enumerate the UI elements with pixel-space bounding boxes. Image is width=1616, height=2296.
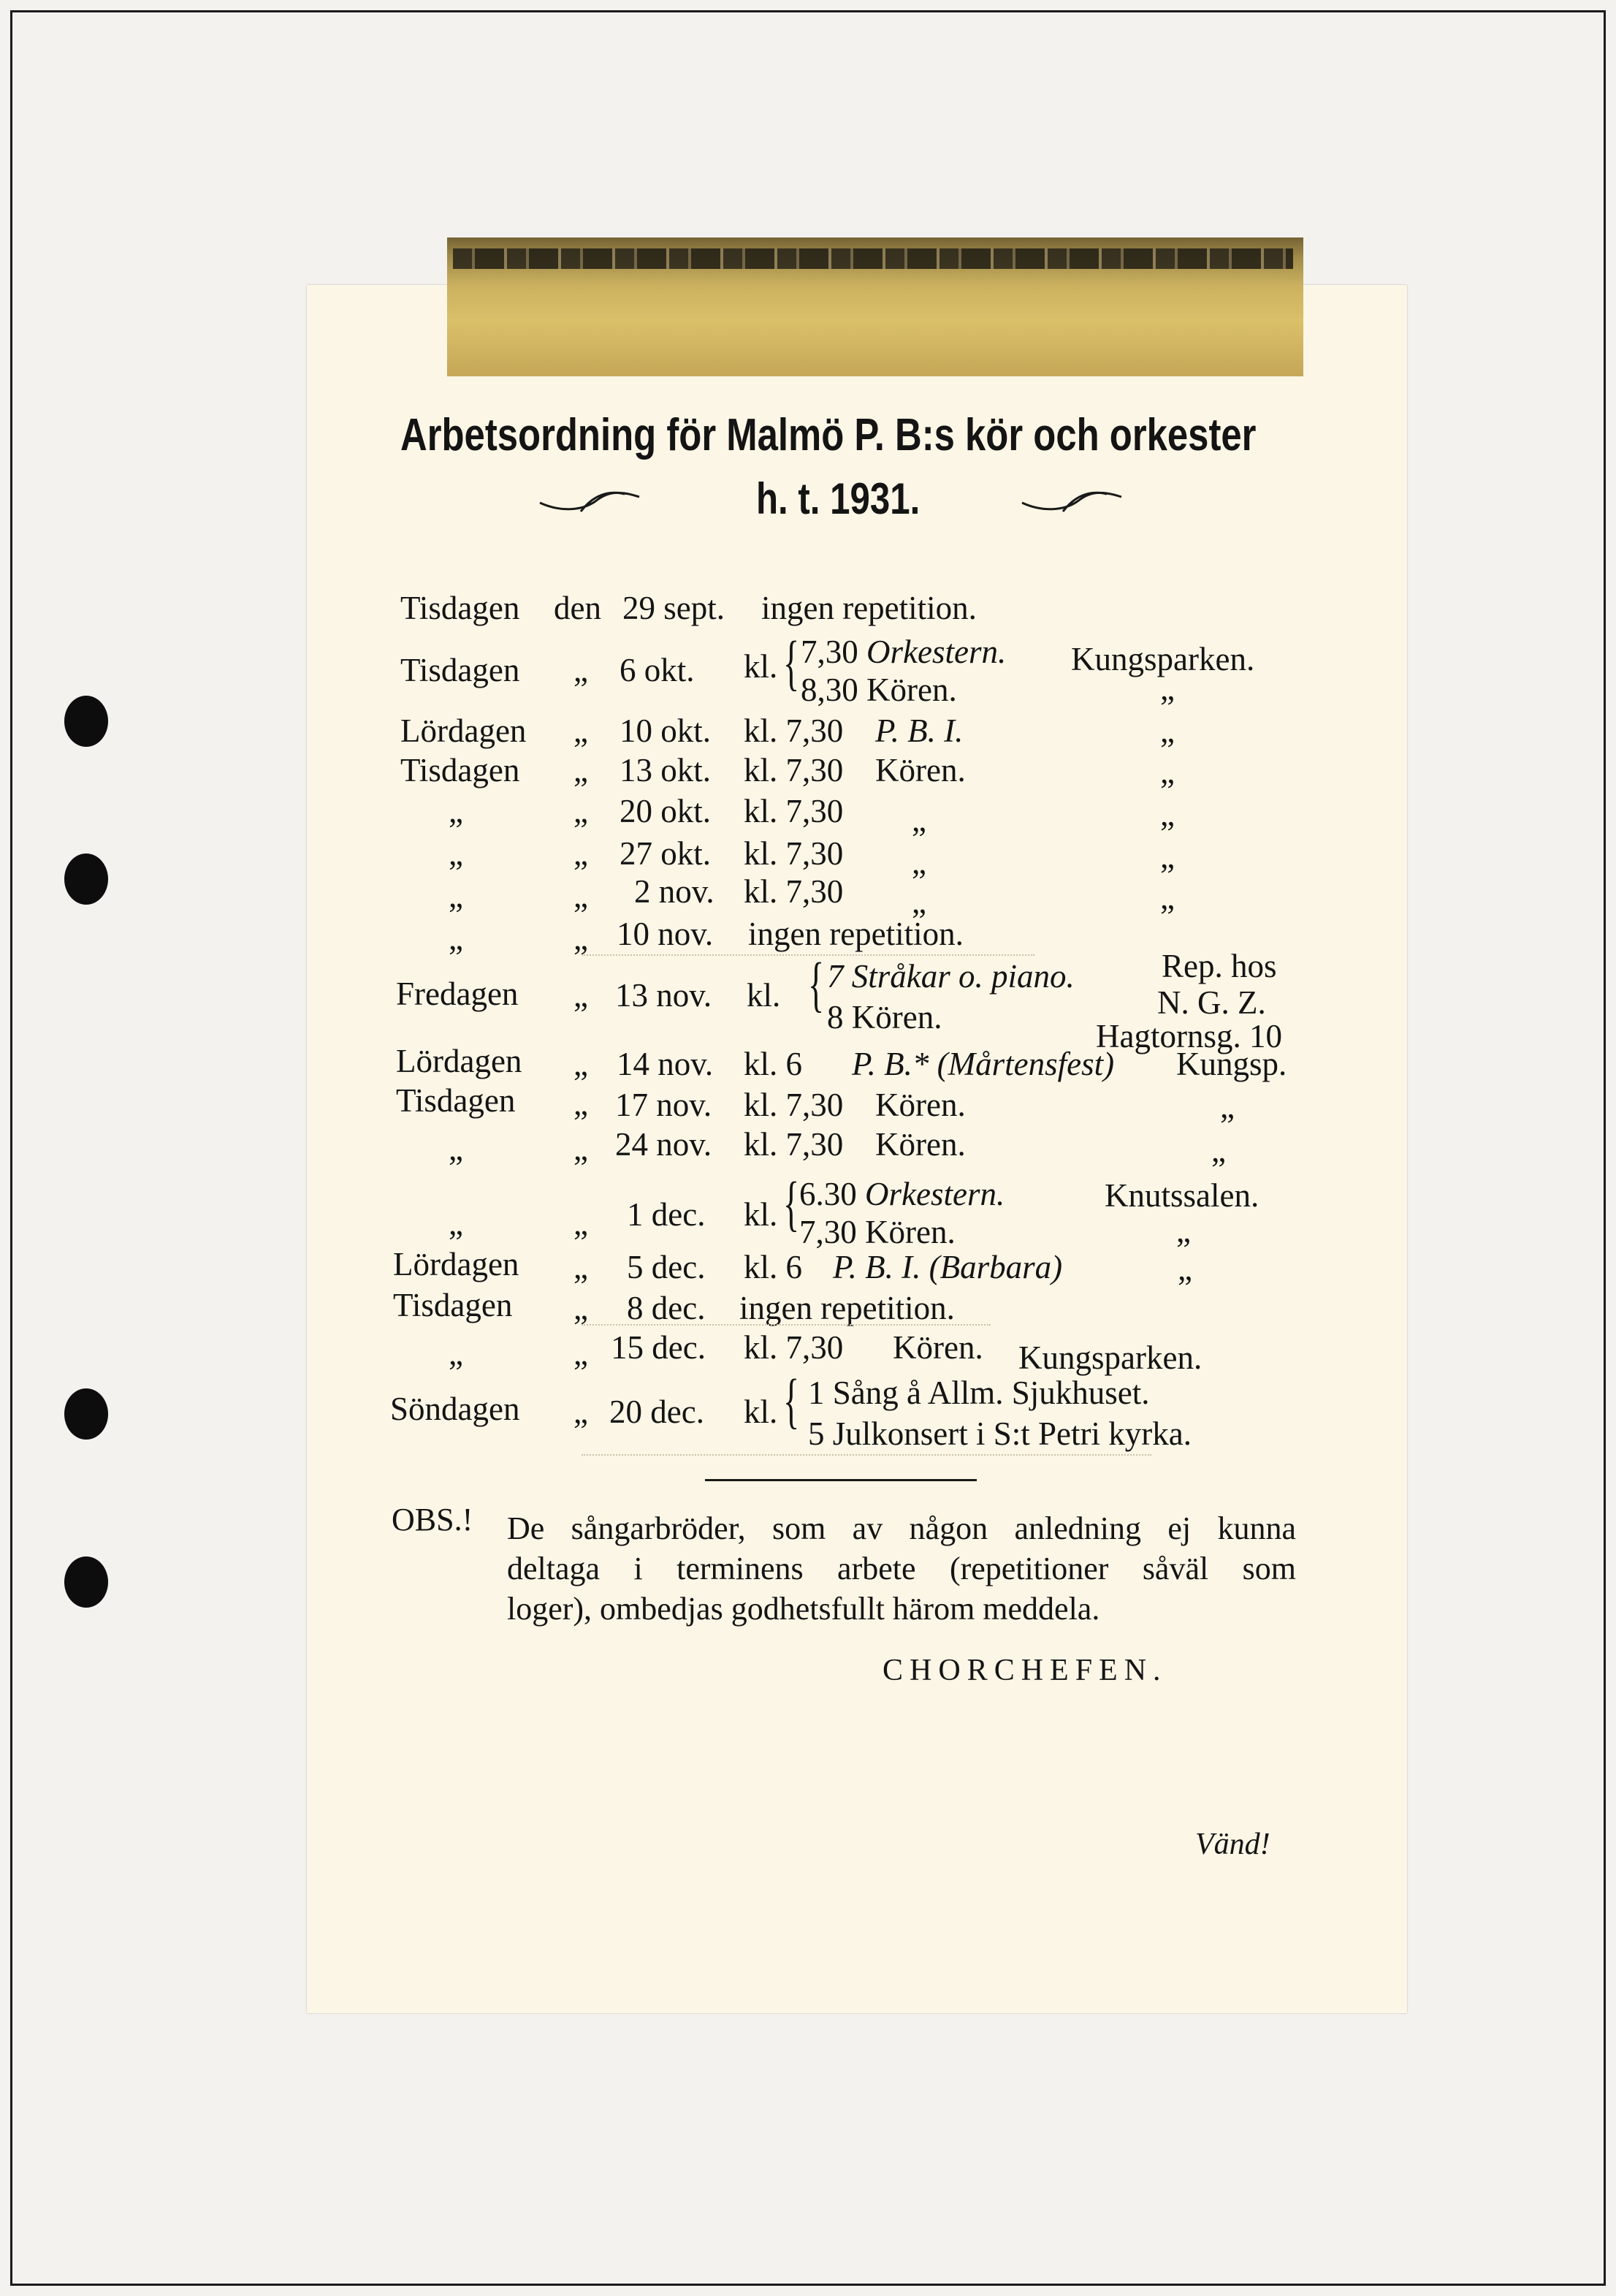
schedule-text: P. B. I. (Barbara) <box>833 1249 1063 1285</box>
schedule-ditto: ” <box>1220 1107 1235 1144</box>
schedule-ditto: „ <box>573 1205 588 1242</box>
schedule-date: 27 okt. <box>620 835 712 872</box>
flourish-right-icon <box>1019 482 1129 519</box>
schedule-location: Hagtornsg. 10 <box>1096 1018 1282 1054</box>
schedule-date: 5 dec. <box>627 1249 706 1285</box>
schedule-day: Lördagen <box>400 712 527 749</box>
schedule-location: N. G. Z. <box>1157 984 1266 1021</box>
schedule-ditto: „ <box>573 793 588 829</box>
schedule-text: ingen repetition. <box>761 590 977 626</box>
schedule-kl: kl. 7,30 <box>744 1329 844 1366</box>
schedule-ditto: „ <box>573 1046 588 1082</box>
schedule-kl: kl. 7,30 <box>744 873 844 910</box>
schedule-line: 5 Julkonsert i S:t Petri kyrka. <box>808 1415 1192 1452</box>
horizontal-rule <box>705 1479 977 1481</box>
schedule-day: Tisdagen <box>400 652 520 688</box>
schedule-ditto: ” <box>1178 1269 1192 1306</box>
schedule-ditto: „ <box>449 1335 463 1372</box>
schedule-day: Lördagen <box>393 1246 519 1282</box>
schedule-date: 1 dec. <box>627 1196 706 1233</box>
schedule-ditto: „ <box>573 712 588 749</box>
schedule-ditto: „ <box>573 752 588 788</box>
schedule-text: Kören. <box>875 1087 966 1123</box>
schedule-line: 1 Sång å Allm. Sjukhuset. <box>808 1375 1150 1411</box>
schedule-kl: kl. 7,30 <box>744 793 844 829</box>
schedule-ditto: ” <box>1160 815 1175 851</box>
schedule-date: 17 nov. <box>615 1087 712 1123</box>
obs-line: De sångarbröder, som av någon anledning ej kunna <box>507 1510 1296 1546</box>
schedule-line: 7 Stråkar o. piano. <box>827 958 1075 995</box>
schedule-ditto: „ <box>573 878 588 914</box>
punch-hole <box>64 854 108 905</box>
schedule-location: Kungsparken. <box>1071 641 1255 677</box>
schedule-kl: kl. 7,30 <box>744 1126 844 1163</box>
schedule-ditto: „ <box>449 1205 463 1242</box>
turn-over-note: Vänd! <box>1195 1828 1270 1861</box>
schedule-ditto: ” <box>1160 772 1175 809</box>
schedule-ditto: ” <box>1211 1151 1226 1187</box>
schedule-ditto: ” <box>1160 689 1175 726</box>
schedule-date: 24 nov. <box>615 1126 712 1163</box>
document-subtitle: h. t. 1931. <box>756 474 921 523</box>
obs-paragraph <box>507 1508 1296 1629</box>
schedule-ditto: „ <box>449 878 463 914</box>
schedule-text: P. B. I. <box>875 712 964 749</box>
schedule-date: 10 nov. <box>617 916 714 952</box>
document-title: Arbetsordning för Malmö P. B:s kör och orkester <box>400 410 1257 460</box>
schedule-ditto: ” <box>1176 1231 1191 1268</box>
obs-line: loger), ombedjas godhetsfullt härom meddela. <box>507 1591 1100 1627</box>
schedule-text: Kören. <box>875 1126 966 1163</box>
flourish-left-icon <box>537 482 647 519</box>
obs-line: deltaga i terminens arbete (repetitioner såväl som <box>507 1551 1296 1586</box>
schedule-ditto: „ <box>449 835 463 872</box>
schedule-ditto: „ <box>573 1085 588 1122</box>
schedule-date: 13 okt. <box>620 752 712 788</box>
schedule-date: 14 nov. <box>617 1046 714 1082</box>
schedule-location: Kungsp. <box>1176 1046 1287 1082</box>
schedule-location: Kungsparken. <box>1018 1339 1203 1376</box>
signature: CHORCHEFEN. <box>883 1654 1167 1687</box>
dotted-divider <box>582 1454 1151 1456</box>
schedule-ditto: „ <box>573 652 588 688</box>
schedule-ditto: „ <box>449 920 463 957</box>
brace-icon: { <box>783 1170 800 1238</box>
schedule-location: Knutssalen. <box>1105 1177 1259 1214</box>
schedule-line: 8,30 Kören. <box>801 672 957 708</box>
schedule-ditto: „ <box>573 1394 588 1430</box>
schedule-kl: kl. 7,30 <box>744 1087 844 1123</box>
schedule-kl: kl. <box>744 1196 778 1233</box>
schedule-day: Fredagen <box>396 976 519 1012</box>
schedule-ditto: „ <box>573 920 588 957</box>
schedule-kl: kl. 7,30 <box>744 835 844 872</box>
schedule-text: ingen repetition. <box>739 1290 955 1326</box>
schedule-date: 20 okt. <box>620 793 712 829</box>
brace-icon: { <box>783 1367 800 1435</box>
schedule-text: ingen repetition. <box>748 916 964 952</box>
schedule-ditto: „ <box>912 883 926 920</box>
schedule-text: P. B.* (Mårtensfest) <box>852 1046 1115 1082</box>
dotted-divider <box>582 1324 991 1326</box>
schedule-ditto: ” <box>1160 857 1175 894</box>
schedule-ditto: „ <box>573 835 588 872</box>
schedule-day: Tisdagen <box>400 752 520 788</box>
schedule-kl: kl. 6 <box>744 1249 803 1285</box>
schedule-date: 13 nov. <box>615 977 712 1014</box>
schedule-day: Söndagen <box>390 1391 520 1427</box>
schedule-kl: kl. <box>744 648 778 685</box>
schedule-ditto: „ <box>573 1290 588 1326</box>
punch-hole <box>64 1556 108 1608</box>
schedule-ditto: „ <box>573 977 588 1014</box>
schedule-kl: kl. 6 <box>744 1046 803 1082</box>
schedule-line: 8 Kören. <box>827 999 942 1035</box>
schedule-kl: kl. 7,30 <box>744 712 844 749</box>
tape-edge <box>453 248 1293 269</box>
schedule-date: 20 dec. <box>609 1394 704 1430</box>
punch-hole <box>64 696 108 747</box>
brace-icon: { <box>783 629 800 697</box>
obs-label: OBS.! <box>392 1502 473 1537</box>
schedule-line: 7,30 Orkestern. <box>801 634 1007 670</box>
schedule-line: 7,30 Kören. <box>799 1214 956 1250</box>
schedule-location: Rep. hos <box>1162 948 1277 984</box>
punch-hole <box>64 1388 108 1440</box>
schedule-day: Tisdagen <box>396 1082 516 1119</box>
schedule-date: 29 sept. <box>622 590 725 626</box>
brace-icon: { <box>808 951 825 1019</box>
schedule-kl: kl. 7,30 <box>744 752 844 788</box>
schedule-line: 6.30 Orkestern. <box>799 1176 1005 1212</box>
schedule-date: 10 okt. <box>620 712 712 749</box>
schedule-ditto: ” <box>1160 731 1175 768</box>
schedule-date: 2 nov. <box>634 873 714 910</box>
subtitle-row <box>537 474 1194 532</box>
schedule-ditto: „ <box>573 1335 588 1372</box>
schedule-day: Lördagen <box>396 1043 522 1079</box>
schedule-date: 8 dec. <box>627 1290 706 1326</box>
schedule-kl: kl. <box>747 977 781 1014</box>
schedule-ditto: „ <box>449 1130 463 1167</box>
schedule-ditto: „ <box>449 793 463 829</box>
schedule-ditto: „ <box>573 1130 588 1167</box>
schedule-den: den <box>554 590 601 626</box>
schedule-ditto: „ <box>912 802 926 838</box>
schedule-text: Kören. <box>893 1329 983 1366</box>
paper-sheet <box>307 285 1407 2013</box>
schedule-day: Tisdagen <box>393 1287 513 1323</box>
schedule-ditto: ” <box>1160 898 1175 935</box>
schedule-day: Tisdagen <box>400 590 520 626</box>
schedule-kl: kl. <box>744 1394 778 1430</box>
schedule-text: Kören. <box>875 752 966 788</box>
schedule-date: 15 dec. <box>611 1329 706 1366</box>
schedule-ditto: „ <box>912 844 926 881</box>
schedule-ditto: „ <box>573 1249 588 1285</box>
schedule-date: 6 okt. <box>620 652 695 688</box>
